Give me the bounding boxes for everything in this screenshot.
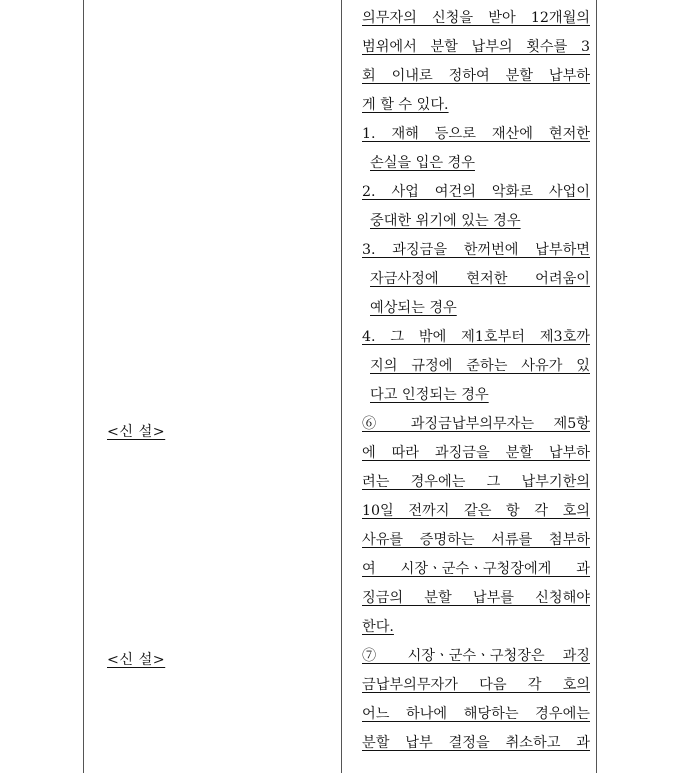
text-line: 손실을 입은 경우 (370, 155, 475, 171)
text-line: 지의 규정에 준하는 사유가 있 (370, 358, 590, 374)
text-line: ⑦ 시장ㆍ군수ㆍ구청장은 과징 (362, 648, 590, 664)
text-line: 금납부의무자가 다음 각 호의 (362, 677, 590, 693)
text-line: 2. 사업 여건의 악화로 사업이 (362, 184, 590, 200)
text-line: 1. 재해 등으로 재산에 현저한 (362, 126, 590, 142)
text-line: ⑥ 과징금납부의무자는 제5항 (362, 416, 590, 432)
column-divider-left (83, 0, 84, 773)
text-line: 여 시장ㆍ군수ㆍ구청장에게 과 (362, 561, 590, 577)
text-line: 회 이내로 정하여 분할 납부하 (362, 68, 590, 84)
amended-text-column (362, 4, 590, 758)
text-line: 자금사정에 현저한 어려움이 (370, 271, 590, 287)
text-line: 에 따라 과징금을 분할 납부하 (362, 445, 590, 461)
text-line: 4. 그 밖에 제1호부터 제3호까 (362, 329, 590, 345)
text-line: 징금의 분할 납부를 신청해야 (362, 590, 590, 606)
text-line: 3. 과징금을 한꺼번에 납부하면 (362, 242, 590, 258)
text-line: 어느 하나에 해당하는 경우에는 (362, 706, 590, 722)
new-provision-label: <신 설> (107, 424, 166, 440)
text-line: 게 할 수 있다. (362, 97, 449, 113)
text-line: 의무자의 신청을 받아 12개월의 (362, 10, 590, 26)
text-line: 사유를 증명하는 서류를 첨부하 (362, 532, 590, 548)
text-line: 중대한 위기에 있는 경우 (370, 213, 521, 229)
text-line: 예상되는 경우 (370, 300, 457, 316)
text-line: 10일 전까지 같은 항 각 호의 (362, 503, 590, 519)
text-line: 려는 경우에는 그 납부기한의 (362, 474, 590, 490)
text-line: 다고 인정되는 경우 (370, 387, 489, 403)
column-divider-middle (341, 0, 342, 773)
new-provision-label: <신 설> (107, 652, 166, 668)
text-line: 분할 납부 결정을 취소하고 과 (362, 735, 590, 751)
text-line: 범위에서 분할 납부의 횟수를 3 (362, 39, 590, 55)
text-line: 한다. (362, 619, 394, 635)
column-divider-right (596, 0, 597, 773)
